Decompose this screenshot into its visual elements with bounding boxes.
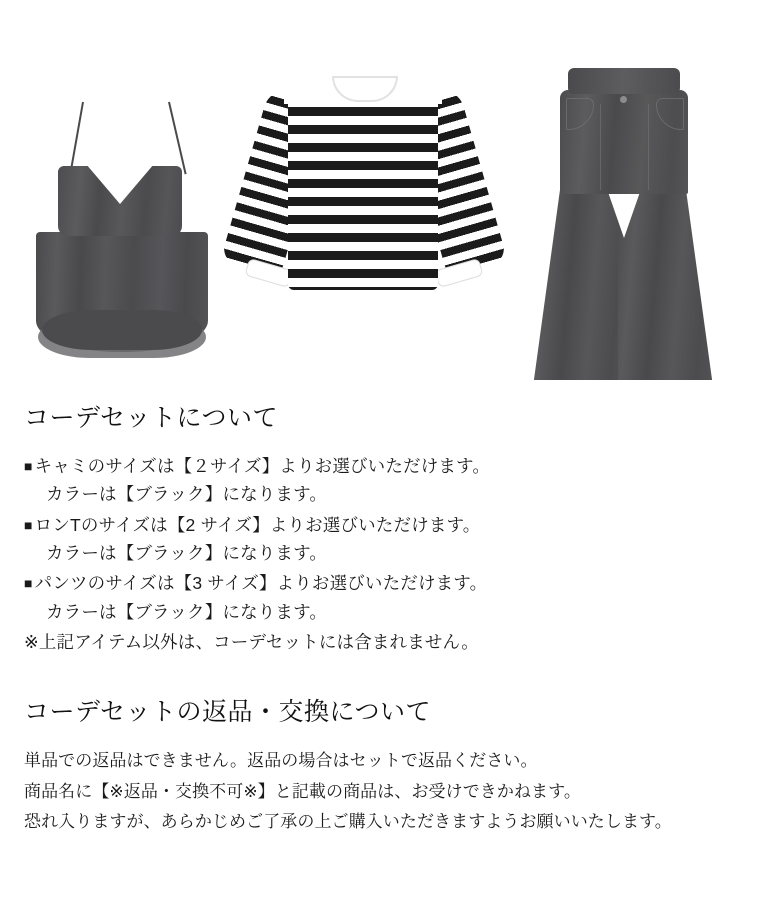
returns-line-1: 単品での返品はできません。返品の場合はセットで返品ください。 (24, 751, 538, 771)
product-image-wide-pants (508, 52, 738, 392)
pants-pleat-right (648, 104, 649, 190)
bullet-pants-color: カラーは【ブラック】になります。 (46, 601, 328, 622)
product-image-camisole (18, 60, 228, 310)
coordinate-set-note: ※上記アイテム以外は、コーデセットには含まれません。 (24, 632, 479, 653)
bullet-camisole-size-text: キャミのサイズは【２サイズ】よりお選びいただけます。 (34, 456, 490, 476)
returns-heading: コーデセットの返品・交換について (24, 698, 432, 727)
bullet-tee-color: カラーは【ブラック】になります。 (46, 543, 328, 564)
pants-leg-left (532, 184, 628, 380)
returns-line-3: 恐れ入りますが、あらかじめご了承の上ご購入いただきますようお願いいたします。 (24, 811, 672, 831)
camisole-strap-left (70, 102, 84, 173)
bullet-camisole-color: カラーは【ブラック】になります。 (46, 484, 328, 505)
pants-button (620, 96, 627, 103)
returns-section (24, 692, 756, 837)
bullet-marker-icon: ■ (24, 458, 33, 474)
bullet-pants-size-text: パンツのサイズは【3 サイズ】よりお選びいただけます。 (34, 573, 488, 594)
tee-body (288, 80, 438, 290)
returns-line-2: 商品名に【※返品・交換不可※】と記載の商品は、お受けできかねます。 (24, 781, 581, 801)
bullet-camisole-size (24, 452, 756, 480)
product-image-strip (0, 0, 780, 390)
tee-cuff-right (434, 258, 483, 288)
bullet-marker-icon: ■ (24, 575, 33, 592)
bullet-marker-icon: ■ (24, 516, 33, 533)
bullet-pants-size (24, 569, 756, 597)
camisole-strap-right (168, 102, 187, 175)
description-content (0, 398, 780, 837)
pants-waistband (568, 68, 680, 94)
coordinate-set-section (24, 398, 756, 656)
camisole-hem (42, 310, 202, 350)
pants-pleat-left (600, 104, 601, 190)
product-image-long-tee (228, 52, 498, 322)
bullet-tee-size (24, 511, 756, 539)
coordinate-set-heading: コーデセットについて (24, 404, 279, 432)
bullet-tee-size-text: ロンTのサイズは【2 サイズ】よりお選びいただけます。 (34, 514, 481, 535)
